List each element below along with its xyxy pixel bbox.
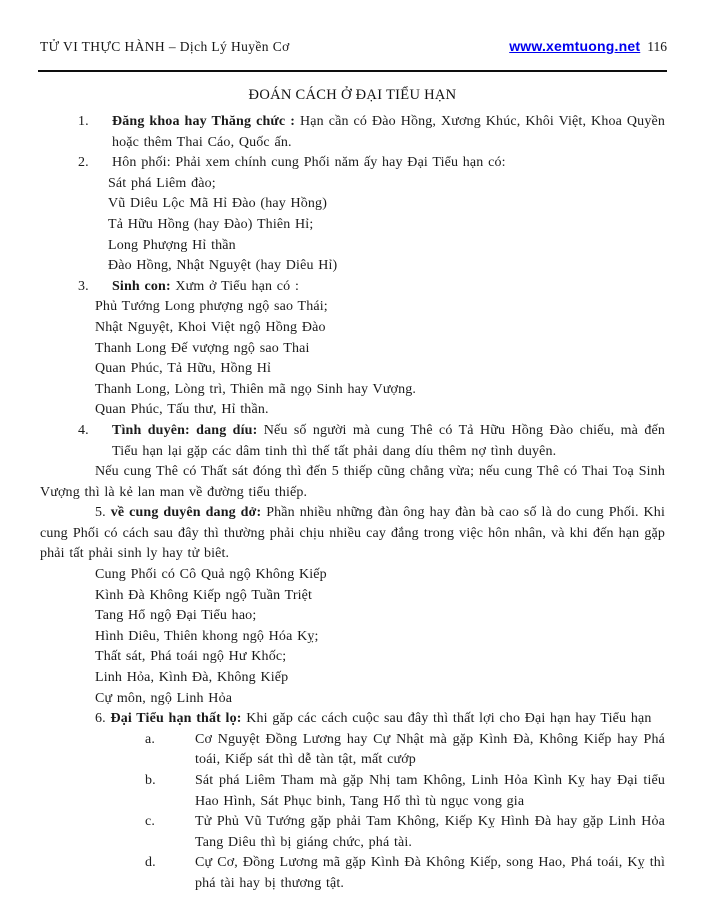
paragraph [95, 400, 665, 421]
list-item [78, 112, 665, 153]
list-marker: d. [145, 855, 156, 871]
text-run: Xưm ở Tiểu hạn có : [175, 278, 299, 294]
text-run: Tả Hữu Hồng (hay Đào) Thiên Hỉ; [108, 216, 314, 232]
text-run: 5. [95, 505, 111, 521]
paragraph [108, 215, 665, 236]
paragraph [95, 647, 665, 668]
text-run: Thanh Long, Lòng trì, Thiên mã ngọ Sinh hay Vượng. [95, 381, 417, 397]
paragraph [95, 689, 665, 710]
text-run: Đại Tiểu hạn thất lọ: [110, 711, 247, 727]
list-marker: a. [145, 731, 156, 747]
paragraph [40, 709, 665, 730]
page-number: 116 [647, 39, 667, 54]
text-run: Thanh Long Đế vượng ngộ sao Thai [95, 340, 310, 356]
text-run: Nhật Nguyệt, Khoi Việt ngộ Hồng Đào [95, 319, 326, 335]
list-item [145, 771, 665, 812]
text-run: Nếu cung Thê có Thất sát đóng thì đến 5 thiếp cũng chẳng vừa; nếu cung Thê có Thai Toạ Sinh Vượng thì là kẻ lan man về đường tiểu thiếp. [40, 464, 665, 500]
text-run: Tử Phủ Vũ Tướng gặp phải Tam Không, Kiếp Kỵ Hình Đà hay gặp Linh Hỏa Tang Diêu thì bị giáng chức, phá tài. [195, 814, 665, 850]
paragraph [95, 318, 665, 339]
paragraph [95, 668, 665, 689]
list-item [78, 153, 665, 174]
list-marker: c. [145, 814, 156, 830]
text-run: Hình Diêu, Thiên khong ngộ Hóa Kỵ; [95, 628, 319, 644]
paragraph [95, 606, 665, 627]
paragraph [95, 297, 665, 318]
paragraph [40, 462, 665, 503]
text-run: Sát phá Liêm Tham mà gặp Nhị tam Không, Linh Hỏa Kình Kỵ hay Đại tiểu Hao Hình, Sát Phục binh, Tang Hổ thì tù ngục vong gia [195, 773, 665, 809]
paragraph [95, 565, 665, 586]
paragraph [108, 236, 665, 257]
paragraph [108, 256, 665, 277]
text-run: Phần nhiều những đàn ông hay đàn bà cao số là do cung Phối. Khi cung Phối có cách sau đây thì thường phải chịu nhiều cay đắng trong việc hôn nhân, và khi đến hạn gặp phải tất phải sinh ly hay tử biêt. [40, 505, 665, 562]
text-run: Quan Phúc, Tấu thư, Hỉ thần. [95, 402, 269, 418]
text-run: về cung duyên dang dở: [110, 505, 267, 521]
text-run: Cung Phối có Cô Quả ngộ Không Kiếp [95, 567, 327, 583]
list-marker: 4. [78, 422, 89, 438]
text-run: Hôn phối: Phải xem chính cung Phối năm ấy hay Đại Tiểu hạn có: [112, 155, 506, 171]
header-divider [38, 70, 667, 72]
list-item [78, 277, 665, 298]
paragraph [95, 359, 665, 380]
list-item [145, 730, 665, 771]
text-run: Đào Hồng, Nhật Nguyệt (hay Diêu Hỉ) [108, 258, 338, 274]
text-run: Cự Cơ, Đồng Lương mã gặp Kình Đà Không Kiếp, song Hao, Phá toái, Kỵ thì phá tài hay bị thương tật. [195, 855, 665, 891]
text-run: Linh Hỏa, Kình Đà, Không Kiếp [95, 670, 289, 686]
paragraph [95, 380, 665, 401]
page-header [40, 38, 667, 56]
list-item [145, 812, 665, 853]
text-run: Vũ Diêu Lộc Mã Hỉ Đào (hay Hồng) [108, 196, 328, 212]
list-marker: b. [145, 773, 156, 788]
text-run: Nếu số người mà cung Thê có Tả Hữu Hồng Đào chiếu, mà đến Tiểu hạn lại gặp các dâm tinh thì thế tất phải dang díu thêm nợ tình duyên. [112, 422, 666, 459]
list-marker: 3. [78, 278, 89, 294]
text-run: Khi găp các cách cuộc sau đây thì thất lợi cho Đại hạn hay Tiểu hạn [246, 711, 652, 727]
text-run: Cơ Nguyệt Đồng Lương hay Cự Nhật mà gặp Kình Đà, Không Kiếp hay Phá toái, Kiếp sát thì dễ tàn tật, mất cướp [195, 731, 665, 768]
text-run: Đăng khoa hay Thăng chức : [112, 114, 300, 129]
paragraph [95, 586, 665, 607]
text-run: Long Phượng Hỉ thần [108, 237, 236, 253]
text-run: Hạn cần có Đào Hồng, Xương Khúc, Khôi Việt, Khoa Quyền hoặc thêm Thai Cáo, Quốc ấn. [112, 114, 665, 150]
list-marker: 2. [78, 155, 89, 171]
text-run: Tình duyên: dang díu: [112, 422, 264, 438]
document-body [40, 112, 665, 895]
text-run: Cự môn, ngộ Linh Hỏa [95, 690, 233, 706]
paragraph [108, 174, 665, 195]
list-marker: 1. [78, 114, 89, 129]
list-item [78, 421, 666, 462]
website-link[interactable]: www.xemtuong.net [509, 38, 641, 54]
text-run: Sát phá Liêm đào; [108, 175, 216, 191]
running-title: TỬ VI THỰC HÀNH – Dịch Lý Huyền Cơ [40, 39, 290, 54]
list-item [145, 853, 665, 894]
paragraph [95, 339, 665, 360]
text-run: Quan Phúc, Tả Hữu, Hồng Hỉ [95, 361, 272, 377]
text-run: Kình Đà Không Kiếp ngộ Tuần Triệt [95, 587, 313, 603]
paragraph [108, 194, 665, 215]
text-run: 6. [95, 711, 111, 727]
text-run: Thất sát, Phá toái ngộ Hư Khốc; [95, 649, 287, 665]
paragraph [40, 503, 665, 565]
text-run: Phủ Tướng Long phượng ngộ sao Thái; [95, 299, 328, 315]
paragraph [95, 627, 665, 648]
header-right [509, 38, 667, 56]
page-title: ĐOÁN CÁCH Ở ĐẠI TIỂU HẠN [248, 87, 457, 103]
text-run: Tang Hổ ngộ Đại Tiểu hao; [95, 608, 257, 624]
text-run: Sinh con: [112, 278, 176, 294]
